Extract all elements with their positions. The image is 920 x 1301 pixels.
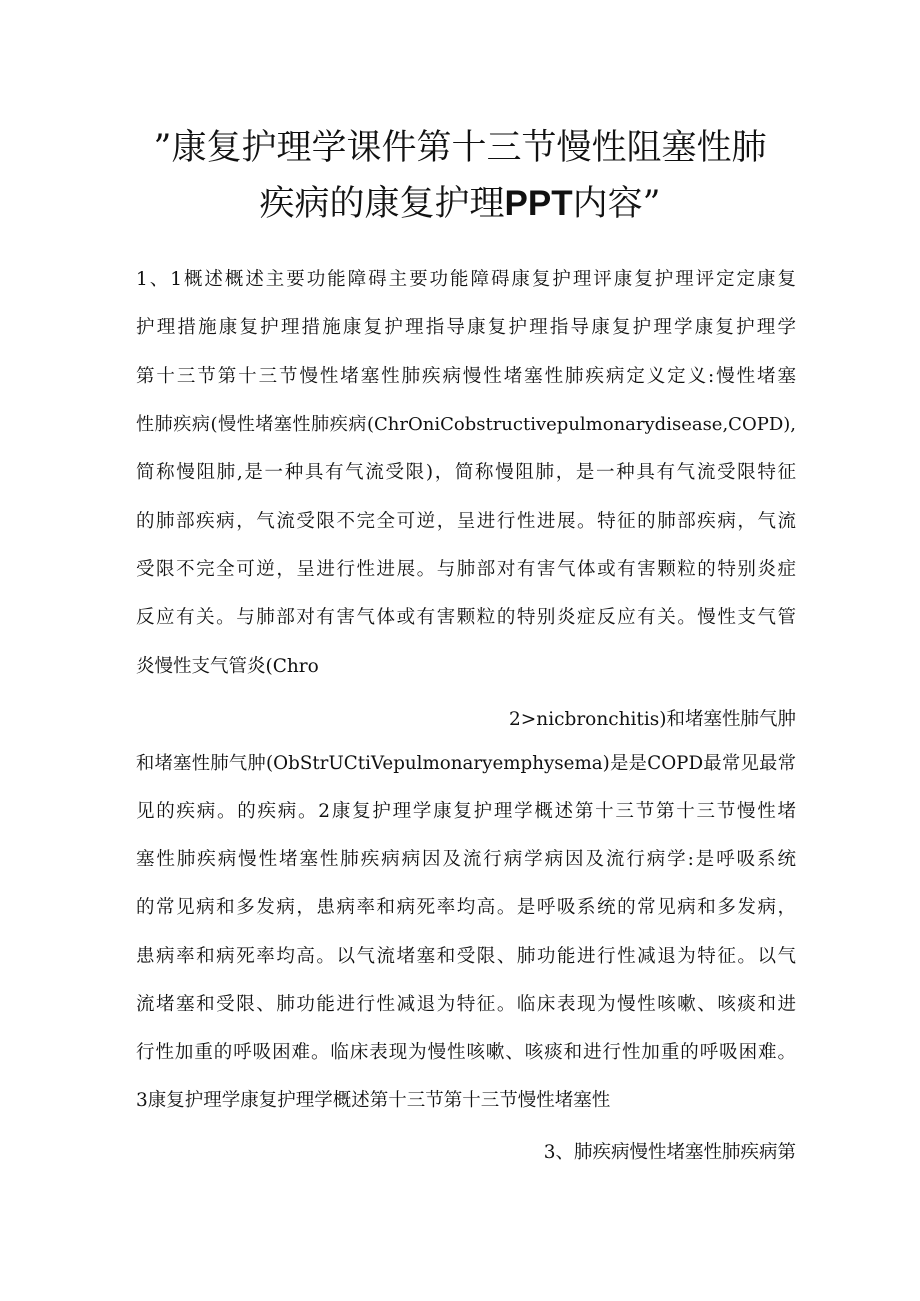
document-title-line-1 [120, 120, 800, 176]
document-title-line-2 [120, 176, 800, 232]
body-line-6: 的肺部疾病，气流受限不完全可逆，呈进行性进展。特征的肺部疾病，气流 [136, 511, 796, 532]
body-line-5: 简称慢阻肺,是一种具有气流受限)，简称慢阻肺，是一种具有气流受限特征 [136, 462, 796, 483]
body-line-19: 3、肺疾病慢性堵塞性肺疾病第 [543, 1142, 796, 1163]
body-line-9: 炎慢性支气管炎(Chro [136, 656, 319, 677]
body-line-16: 流堵塞和受限、肺功能进行性减退为特征。临床表现为慢性咳嗽、咳痰和进 [136, 994, 796, 1015]
body-line-17: 行性加重的呼吸困难。临床表现为慢性咳嗽、咳痰和进行性加重的呼吸困难。 [136, 1042, 796, 1063]
body-line-4: 性肺疾病(慢性堵塞性肺疾病(ChrOniCobstructivepulmonarydisease,COPD), [136, 414, 796, 435]
body-line-2: 护理措施康复护理措施康复护理指导康复护理指导康复护理学康复护理学 [136, 317, 796, 338]
title-line-1-text: ”康复护理学课件第十三节慢性阻塞性肺 [153, 128, 767, 168]
body-line-1: 1、1概述概述主要功能障碍主要功能障碍康复护理评康复护理评定定康复 [136, 269, 796, 290]
body-line-7: 受限不完全可逆，呈进行性进展。与肺部对有害气体或有害颗粒的特别炎症 [136, 559, 796, 580]
title-line-2-suffix: 内容” [572, 184, 661, 224]
body-line-13: 塞性肺疾病慢性堵塞性肺疾病病因及流行病学病因及流行病学:是呼吸系统 [136, 849, 796, 870]
body-line-12: 见的疾病。的疾病。2康复护理学康复护理学概述第十三节第十三节慢性堵 [136, 801, 796, 822]
body-line-15: 患病率和病死率均高。以气流堵塞和受限、肺功能进行性减退为特征。以气 [136, 946, 796, 967]
body-line-10: 2>nicbronchitis)和堵塞性肺气肿 [509, 709, 796, 730]
body-line-14: 的常见病和多发病，患病率和病死率均高。是呼吸系统的常见病和多发病， [136, 897, 796, 918]
body-line-18: 3康复护理学康复护理学概述第十三节第十三节慢性堵塞性 [136, 1090, 611, 1111]
body-line-8: 反应有关。与肺部对有害气体或有害颗粒的特别炎症反应有关。慢性支气管 [136, 607, 796, 628]
title-line-2-ppt: PPT [504, 184, 573, 223]
body-line-3: 第十三节第十三节慢性堵塞性肺疾病慢性堵塞性肺疾病定义定义:慢性堵塞 [136, 366, 796, 387]
body-line-11: 和堵塞性肺气肿(ObStrUCtiVepulmonaryemphysema)是是COPD最常见最常 [136, 753, 796, 774]
title-line-2-prefix: 疾病的康复护理 [259, 184, 505, 224]
